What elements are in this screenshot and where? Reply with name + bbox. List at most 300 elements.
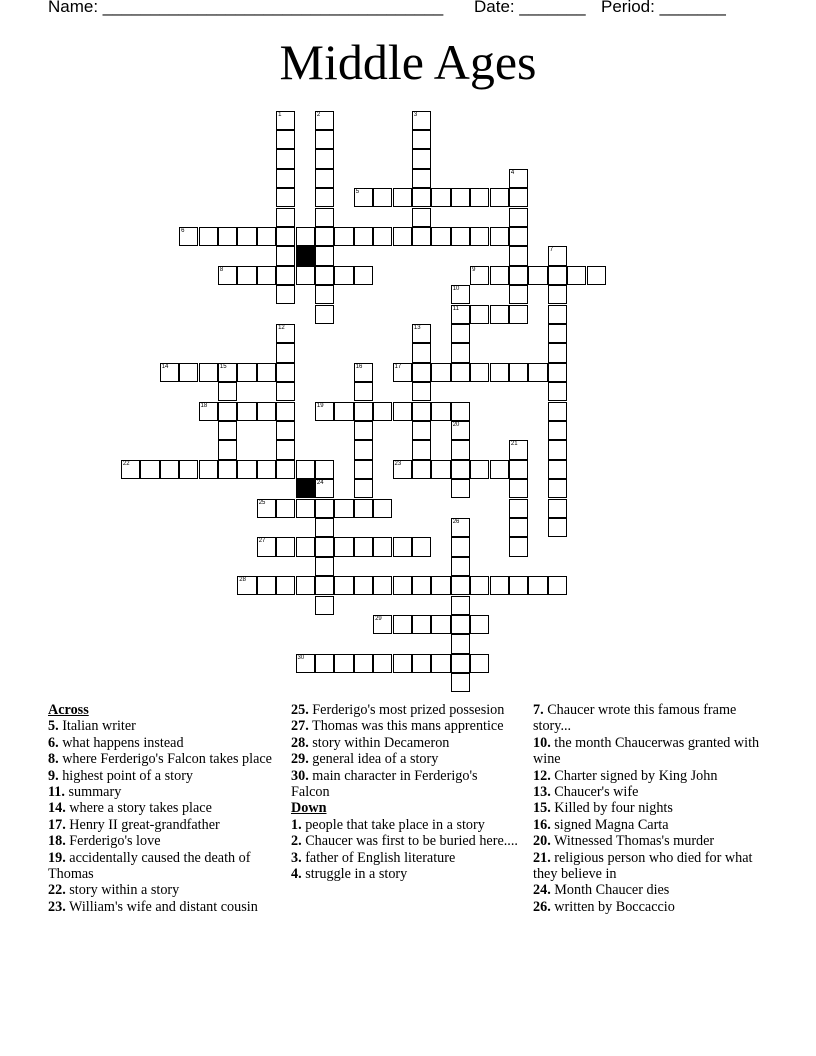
grid-cell[interactable]	[451, 518, 470, 537]
grid-cell[interactable]	[509, 499, 528, 518]
grid-cell[interactable]	[373, 654, 392, 673]
grid-cell[interactable]	[431, 615, 450, 634]
grid-cell[interactable]	[354, 440, 373, 459]
grid-cell[interactable]	[451, 576, 470, 595]
grid-cell[interactable]	[315, 188, 334, 207]
grid-cell[interactable]	[257, 402, 276, 421]
grid-cell[interactable]	[470, 654, 489, 673]
grid-cell[interactable]	[373, 402, 392, 421]
grid-cell[interactable]	[199, 227, 218, 246]
grid-cell[interactable]	[548, 246, 567, 265]
grid-cell[interactable]	[276, 227, 295, 246]
grid-cell[interactable]	[490, 266, 509, 285]
cell-number: 8	[219, 266, 224, 273]
grid-cell[interactable]	[393, 363, 412, 382]
grid-cell[interactable]	[412, 169, 431, 188]
grid-cell[interactable]	[334, 537, 353, 556]
grid-cell[interactable]	[490, 227, 509, 246]
grid-cell[interactable]	[199, 363, 218, 382]
grid-cell[interactable]	[451, 596, 470, 615]
cell-number: 20	[452, 421, 460, 428]
grid-cell[interactable]	[218, 402, 237, 421]
grid-cell[interactable]	[334, 227, 353, 246]
grid-cell[interactable]	[412, 227, 431, 246]
grid-cell[interactable]	[470, 227, 489, 246]
clue-number: 12.	[533, 767, 551, 784]
grid-cell[interactable]	[393, 615, 412, 634]
grid-cell[interactable]	[548, 440, 567, 459]
grid-cell[interactable]	[509, 169, 528, 188]
clue-item	[291, 850, 519, 866]
clue-number: 15.	[533, 800, 551, 817]
clue-number: 7.	[533, 702, 544, 718]
grid-cell[interactable]	[121, 460, 140, 479]
grid-cell[interactable]	[218, 227, 237, 246]
grid-cell[interactable]	[373, 576, 392, 595]
grid-cell[interactable]	[548, 479, 567, 498]
grid-cell[interactable]	[218, 460, 237, 479]
clue-text: Month Chaucer dies	[554, 882, 670, 899]
grid-cell[interactable]	[276, 460, 295, 479]
grid-cell[interactable]	[276, 343, 295, 362]
grid-cell[interactable]	[509, 246, 528, 265]
grid-cell[interactable]	[179, 227, 198, 246]
grid-cell[interactable]	[315, 169, 334, 188]
across-heading: Across	[48, 702, 89, 718]
grid-cell[interactable]	[412, 460, 431, 479]
grid-cell[interactable]	[528, 363, 547, 382]
clue-text: Italian writer	[62, 718, 136, 735]
grid-cell[interactable]	[276, 440, 295, 459]
grid-cell[interactable]	[412, 188, 431, 207]
grid-cell[interactable]	[276, 421, 295, 440]
cell-number: 3	[413, 111, 418, 118]
grid-cell[interactable]	[373, 499, 392, 518]
grid-cell[interactable]	[199, 402, 218, 421]
grid-cell[interactable]	[354, 537, 373, 556]
clue-item	[48, 882, 276, 898]
grid-cell[interactable]	[276, 285, 295, 304]
grid-cell[interactable]	[509, 188, 528, 207]
grid-cell[interactable]	[451, 615, 470, 634]
grid-cell[interactable]	[451, 305, 470, 324]
grid-cell[interactable]	[490, 460, 509, 479]
grid-cell[interactable]	[548, 305, 567, 324]
grid-cell[interactable]	[296, 576, 315, 595]
grid-cell[interactable]	[257, 266, 276, 285]
grid-cell[interactable]	[412, 421, 431, 440]
grid-cell[interactable]	[412, 343, 431, 362]
cell-number: 2	[316, 111, 321, 118]
clue-number: 1.	[291, 816, 302, 833]
clue-number: 26.	[533, 898, 551, 915]
grid-cell[interactable]	[412, 130, 431, 149]
grid-cell[interactable]	[334, 402, 353, 421]
grid-cell[interactable]	[218, 382, 237, 401]
grid-cell[interactable]	[470, 363, 489, 382]
clue-item	[533, 768, 769, 784]
grid-cell[interactable]	[548, 402, 567, 421]
date-field-label[interactable]: Date: _______	[474, 0, 586, 16]
page-title: Middle Ages	[279, 34, 537, 90]
grid-cell[interactable]	[315, 130, 334, 149]
clue-text: accidentally caused the death of Thomas	[48, 849, 251, 883]
cell-number: 14	[161, 363, 169, 370]
grid-cell[interactable]	[354, 479, 373, 498]
grid-cell[interactable]	[237, 266, 256, 285]
grid-cell[interactable]	[509, 227, 528, 246]
grid-cell[interactable]	[470, 460, 489, 479]
grid-cell[interactable]	[412, 576, 431, 595]
grid-cell[interactable]	[315, 246, 334, 265]
grid-cell[interactable]	[509, 518, 528, 537]
grid-cell[interactable]	[431, 227, 450, 246]
grid-cell[interactable]	[276, 111, 295, 130]
grid-cell[interactable]	[257, 537, 276, 556]
grid-cell[interactable]	[470, 305, 489, 324]
grid-cell[interactable]	[276, 576, 295, 595]
grid-cell[interactable]	[334, 266, 353, 285]
grid-cell[interactable]	[354, 363, 373, 382]
grid-cell[interactable]	[451, 227, 470, 246]
clue-item	[291, 751, 519, 767]
grid-cell[interactable]	[431, 654, 450, 673]
grid-cell[interactable]	[296, 460, 315, 479]
grid-cell[interactable]	[315, 596, 334, 615]
clue-item	[48, 751, 276, 767]
grid-cell[interactable]	[199, 460, 218, 479]
grid-cell[interactable]	[509, 208, 528, 227]
grid-cell[interactable]	[276, 188, 295, 207]
grid-cell[interactable]	[431, 188, 450, 207]
clue-text: the month Chaucerwas granted with wine	[533, 734, 760, 768]
grid-cell[interactable]	[548, 266, 567, 285]
clue-item	[291, 817, 519, 833]
grid-cell[interactable]	[509, 440, 528, 459]
cell-number: 13	[413, 324, 421, 331]
clue-number: 30.	[291, 767, 309, 784]
clue-item	[533, 735, 769, 768]
grid-cell[interactable]	[354, 654, 373, 673]
cell-number: 18	[200, 402, 208, 409]
clue-number: 14.	[48, 800, 66, 817]
grid-cell[interactable]	[276, 246, 295, 265]
clue-item	[533, 899, 769, 915]
grid-cell[interactable]	[548, 518, 567, 537]
grid-cell[interactable]	[451, 343, 470, 362]
clue-number: 5.	[48, 718, 59, 735]
grid-cell[interactable]	[393, 654, 412, 673]
grid-cell[interactable]	[296, 227, 315, 246]
grid-cell[interactable]	[276, 266, 295, 285]
grid-cell[interactable]	[276, 363, 295, 382]
grid-cell[interactable]	[296, 654, 315, 673]
clue-number: 18.	[48, 833, 66, 850]
clue-number: 4.	[291, 866, 302, 883]
grid-cell[interactable]	[315, 402, 334, 421]
grid-cell[interactable]	[218, 440, 237, 459]
cell-number: 27	[258, 538, 266, 545]
cell-number: 9	[472, 266, 476, 273]
grid-cell[interactable]	[548, 343, 567, 362]
grid-cell[interactable]	[373, 537, 392, 556]
grid-cell[interactable]	[393, 227, 412, 246]
grid-cell[interactable]	[315, 537, 334, 556]
grid-cell[interactable]	[509, 305, 528, 324]
grid-cell[interactable]	[412, 363, 431, 382]
grid-cell[interactable]	[567, 266, 586, 285]
clue-text: Chaucer's wife	[554, 784, 639, 801]
cell-number: 19	[316, 402, 324, 409]
grid-cell[interactable]	[393, 576, 412, 595]
clue-number: 21.	[533, 849, 551, 866]
clue-item	[291, 768, 519, 801]
clue-item	[291, 702, 519, 718]
grid-cell[interactable]	[509, 576, 528, 595]
grid-cell[interactable]	[451, 634, 470, 653]
grid-cell[interactable]	[490, 305, 509, 324]
grid-cell[interactable]	[315, 460, 334, 479]
grid-cell[interactable]	[354, 227, 373, 246]
grid-cell[interactable]	[393, 460, 412, 479]
grid-cell[interactable]	[315, 576, 334, 595]
grid-cell[interactable]	[179, 460, 198, 479]
clue-number: 29.	[291, 751, 309, 768]
clue-text: highest point of a story	[62, 767, 194, 784]
grid-cell[interactable]	[451, 188, 470, 207]
grid-cell[interactable]	[548, 382, 567, 401]
grid-cell[interactable]	[412, 149, 431, 168]
clue-number: 19.	[48, 849, 66, 866]
clue-item	[48, 784, 276, 800]
cell-number: 12	[278, 324, 285, 331]
clue-number: 11.	[48, 784, 65, 801]
grid-cell[interactable]	[296, 499, 315, 518]
grid-cell[interactable]	[276, 208, 295, 227]
grid-cell[interactable]	[470, 188, 489, 207]
grid-cell[interactable]	[373, 188, 392, 207]
clue-item	[48, 718, 276, 734]
grid-cell[interactable]	[412, 440, 431, 459]
grid-cell[interactable]	[315, 305, 334, 324]
clue-item	[48, 850, 276, 883]
clue-text: Henry II great-grandfather	[69, 816, 220, 833]
grid-cell[interactable]	[276, 402, 295, 421]
grid-cell[interactable]	[509, 285, 528, 304]
clue-item	[48, 735, 276, 751]
grid-cell[interactable]	[334, 576, 353, 595]
grid-cell[interactable]	[315, 208, 334, 227]
grid-cell[interactable]	[451, 537, 470, 556]
clue-text: what happens instead	[62, 734, 184, 751]
grid-cell[interactable]	[237, 363, 256, 382]
grid-cell[interactable]	[451, 285, 470, 304]
grid-cell[interactable]	[354, 382, 373, 401]
grid-cell[interactable]	[412, 537, 431, 556]
grid-cell[interactable]	[431, 576, 450, 595]
grid-cell[interactable]	[257, 227, 276, 246]
cell-number: 30	[297, 654, 305, 661]
name-field-label[interactable]: Name: ____________________________________	[48, 0, 444, 16]
grid-cell[interactable]	[237, 402, 256, 421]
grid-cell[interactable]	[587, 266, 606, 285]
grid-cell[interactable]	[509, 479, 528, 498]
grid-cell[interactable]	[451, 363, 470, 382]
clue-number: 3.	[291, 849, 302, 866]
clue-item	[291, 735, 519, 751]
grid-cell[interactable]	[296, 537, 315, 556]
grid-cell[interactable]	[393, 188, 412, 207]
cell-number: 29	[375, 615, 382, 622]
grid-cell[interactable]	[315, 557, 334, 576]
grid-cell[interactable]	[451, 402, 470, 421]
grid-cell[interactable]	[160, 363, 179, 382]
clue-text: Chaucer was first to be buried here....	[305, 833, 518, 850]
grid-cell[interactable]	[237, 576, 256, 595]
grid-cell[interactable]	[548, 460, 567, 479]
clue-text: signed Magna Carta	[554, 816, 669, 833]
clue-item	[48, 833, 276, 849]
grid-cell[interactable]	[548, 363, 567, 382]
grid-cell[interactable]	[451, 440, 470, 459]
grid-cell[interactable]	[334, 499, 353, 518]
grid-cell[interactable]	[276, 324, 295, 343]
grid-cell[interactable]	[315, 285, 334, 304]
grid-cell[interactable]	[470, 576, 489, 595]
grid-cell[interactable]	[315, 111, 334, 130]
grid-cell[interactable]	[412, 402, 431, 421]
grid-cell[interactable]	[140, 460, 159, 479]
cell-number: 21	[510, 441, 518, 448]
grid-cell[interactable]	[276, 169, 295, 188]
grid-cell[interactable]	[470, 266, 489, 285]
grid-cell[interactable]	[373, 227, 392, 246]
grid-cell[interactable]	[179, 363, 198, 382]
grid-cell[interactable]	[218, 421, 237, 440]
grid-cell[interactable]	[451, 460, 470, 479]
grid-cell[interactable]	[548, 576, 567, 595]
grid-cell[interactable]	[412, 324, 431, 343]
grid-cell[interactable]	[490, 363, 509, 382]
clue-number: 8.	[48, 751, 59, 768]
clue-number: 13.	[533, 784, 551, 801]
grid-cell[interactable]	[548, 421, 567, 440]
grid-cell[interactable]	[412, 208, 431, 227]
grid-cell[interactable]	[218, 266, 237, 285]
grid-cell[interactable]	[218, 363, 237, 382]
clue-text: written by Boccaccio	[554, 898, 675, 915]
grid-cell[interactable]	[412, 654, 431, 673]
grid-cell[interactable]	[528, 576, 547, 595]
grid-cell[interactable]	[373, 615, 392, 634]
grid-cell[interactable]	[451, 324, 470, 343]
grid-cell[interactable]	[315, 518, 334, 537]
grid-cell[interactable]	[451, 673, 470, 692]
period-field-label[interactable]: Period: _______	[601, 0, 726, 16]
clue-text: religious person who died for what they believe in	[533, 849, 753, 883]
grid-cell[interactable]	[354, 188, 373, 207]
grid-cell[interactable]	[237, 227, 256, 246]
grid-cell[interactable]	[431, 402, 450, 421]
grid-cell[interactable]	[354, 576, 373, 595]
grid-cell[interactable]	[431, 460, 450, 479]
grid-cell[interactable]	[315, 227, 334, 246]
grid-cell[interactable]	[354, 266, 373, 285]
clues-column-2	[291, 702, 519, 882]
grid-cell[interactable]	[257, 576, 276, 595]
clue-item	[533, 850, 769, 883]
grid-cell[interactable]	[257, 499, 276, 518]
grid-cell[interactable]	[354, 402, 373, 421]
grid-cell[interactable]	[315, 266, 334, 285]
grid-cell[interactable]	[470, 615, 489, 634]
grid-cell[interactable]	[315, 479, 334, 498]
grid-cell[interactable]	[276, 382, 295, 401]
grid-cell[interactable]	[296, 266, 315, 285]
clue-item	[48, 768, 276, 784]
grid-cell[interactable]	[354, 460, 373, 479]
grid-cell[interactable]	[490, 188, 509, 207]
grid-cell[interactable]	[315, 654, 334, 673]
clue-number: 6.	[48, 734, 59, 751]
clue-text: father of English literature	[305, 849, 456, 866]
clue-text: Ferderigo's most prized possesion	[312, 702, 505, 718]
grid-cell[interactable]	[315, 499, 334, 518]
clue-number: 20.	[533, 833, 551, 850]
grid-cell[interactable]	[257, 460, 276, 479]
grid-cell[interactable]	[412, 615, 431, 634]
grid-cell[interactable]	[548, 285, 567, 304]
grid-cell[interactable]	[509, 363, 528, 382]
grid-cell[interactable]	[393, 537, 412, 556]
grid-cell[interactable]	[451, 557, 470, 576]
clue-item	[533, 784, 769, 800]
cell-number: 16	[355, 363, 363, 370]
grid-cell[interactable]	[509, 537, 528, 556]
clue-number: 25.	[291, 702, 309, 718]
grid-cell[interactable]	[315, 149, 334, 168]
grid-cell[interactable]	[412, 111, 431, 130]
grid-cell[interactable]	[354, 421, 373, 440]
grid-cell[interactable]	[393, 402, 412, 421]
grid-cell[interactable]	[451, 654, 470, 673]
grid-cell[interactable]	[257, 363, 276, 382]
grid-cell[interactable]	[276, 149, 295, 168]
grid-cell[interactable]	[451, 479, 470, 498]
grid-cell[interactable]	[276, 130, 295, 149]
grid-cell[interactable]	[490, 576, 509, 595]
grid-cell[interactable]	[276, 499, 295, 518]
clue-number: 10.	[533, 734, 551, 751]
grid-cell[interactable]	[237, 460, 256, 479]
grid-cell[interactable]	[548, 324, 567, 343]
grid-cell[interactable]	[160, 460, 179, 479]
grid-cell[interactable]	[431, 363, 450, 382]
grid-cell[interactable]	[509, 266, 528, 285]
grid-cell[interactable]	[412, 382, 431, 401]
clue-item	[533, 702, 769, 735]
grid-cell[interactable]	[276, 537, 295, 556]
clue-text: story within a story	[69, 882, 180, 899]
grid-cell[interactable]	[334, 654, 353, 673]
grid-cell[interactable]	[528, 266, 547, 285]
grid-cell[interactable]	[354, 499, 373, 518]
clue-number: 17.	[48, 816, 66, 833]
grid-cell[interactable]	[451, 421, 470, 440]
grid-cell[interactable]	[548, 499, 567, 518]
grid-cell[interactable]	[509, 460, 528, 479]
clue-number: 27.	[291, 718, 309, 735]
